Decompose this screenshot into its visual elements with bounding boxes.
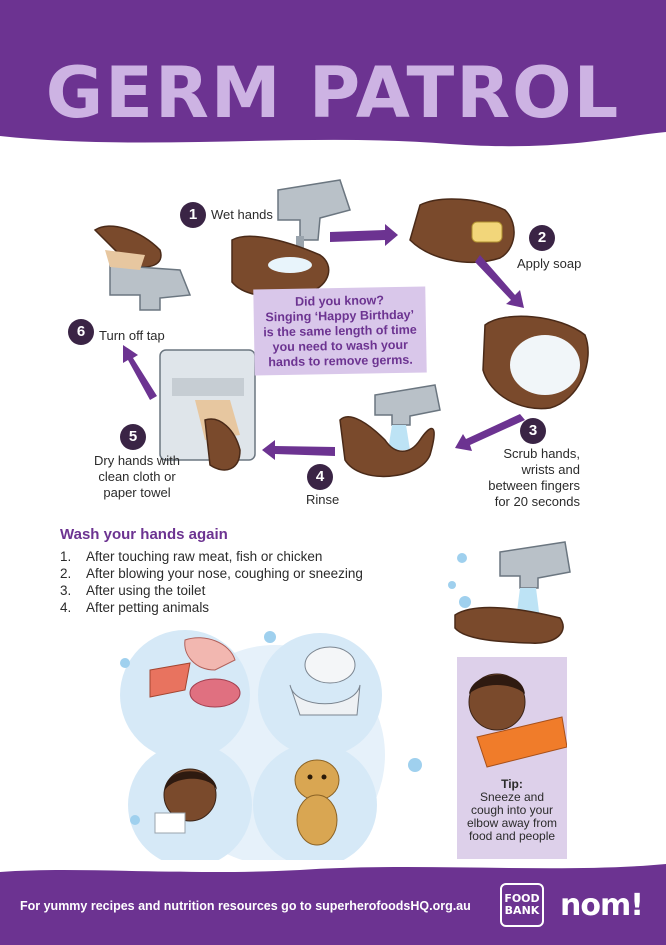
did-you-know-box: Did you know? Singing ‘Happy Birthday’ is the same length of time you need to wash your hands to remove germs. xyxy=(253,287,426,376)
food-bank-logo: FOOD BANK xyxy=(500,883,544,927)
step-6-label: Turn off tap xyxy=(99,328,165,343)
apply-soap-illustration xyxy=(410,199,514,262)
list-item: 2. After blowing your nose, coughing or sneezing xyxy=(60,566,363,581)
did-you-know-heading: Did you know? xyxy=(294,293,385,309)
wash-again-heading: Wash your hands again xyxy=(60,526,228,543)
step-5-badge: 5 xyxy=(120,424,146,450)
list-item: 1. After touching raw meat, fish or chicken xyxy=(60,549,323,564)
wash-hands-again-illustration xyxy=(440,540,590,655)
step-2-label: Apply soap xyxy=(517,256,582,271)
wash-again-list xyxy=(60,548,363,616)
list-item: 4. After petting animals xyxy=(60,600,210,615)
step-3-badge: 3 xyxy=(520,418,546,444)
turn-off-tap-illustration xyxy=(95,226,190,310)
step-2-badge: 2 xyxy=(529,225,555,251)
nom-logo: nom! xyxy=(560,888,643,923)
page-title: GERM PATROL xyxy=(45,52,621,134)
footer-link-text[interactable]: For yummy recipes and nutrition resources go to superherofoodsHQ.org.au xyxy=(20,899,471,913)
footer-wave xyxy=(0,860,666,880)
germ-situations-illustration xyxy=(95,615,435,860)
list-item: 3. After using the toilet xyxy=(60,583,206,598)
rinse-illustration xyxy=(340,385,440,476)
scrub-hands-illustration xyxy=(483,316,588,408)
step-1-label: Wet hands xyxy=(211,207,273,222)
step-4-badge: 4 xyxy=(307,464,333,490)
header-wave xyxy=(0,130,666,160)
dry-hands-illustration xyxy=(160,350,255,470)
sneeze-into-elbow-illustration xyxy=(457,662,567,772)
tip-text: Tip: Sneeze and cough into your elbow away from food and people xyxy=(466,777,558,843)
step-5-label: Dry hands with clean cloth or paper towel xyxy=(94,453,180,500)
step-4-label: Rinse xyxy=(306,492,340,507)
step-6-badge: 6 xyxy=(68,319,94,345)
step-1-badge: 1 xyxy=(180,202,206,228)
step-3-label: Scrub hands, wrists and between fingers for 20 seconds xyxy=(488,446,580,509)
